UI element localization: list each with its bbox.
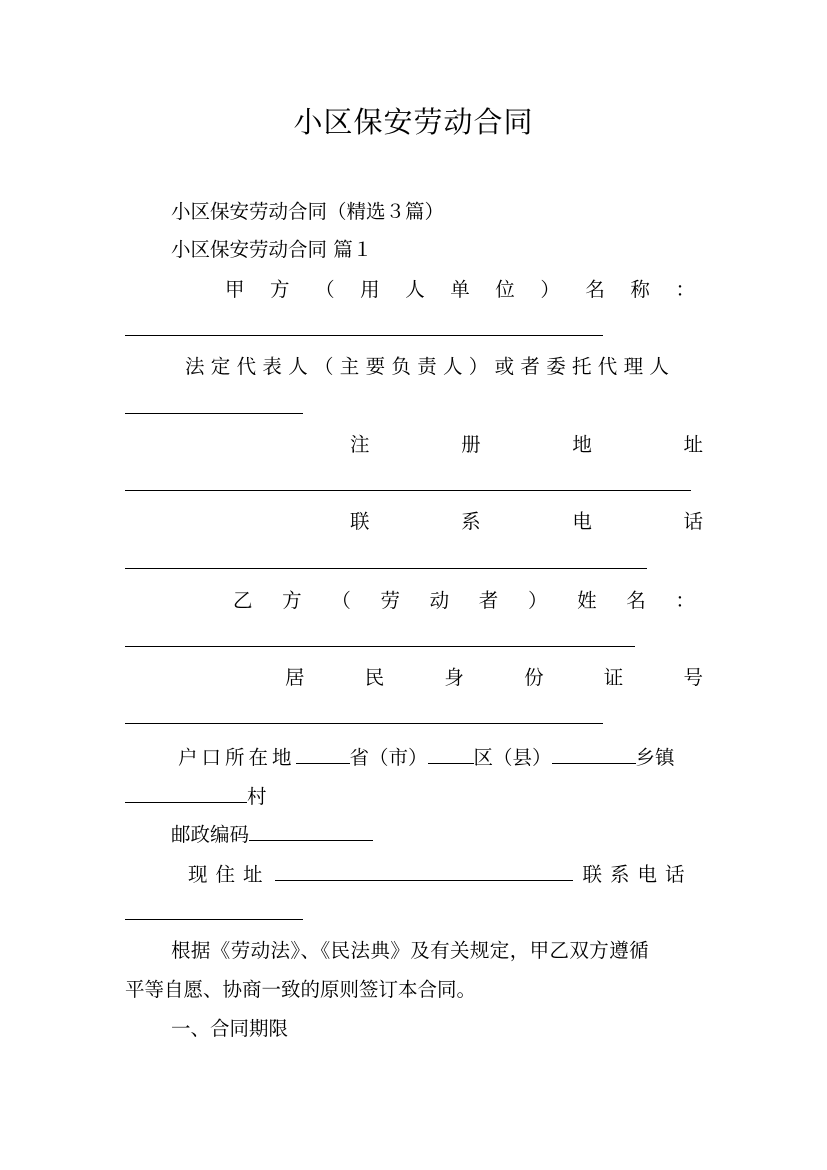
party-a-name-label-char: 人	[405, 278, 425, 301]
province-blank	[296, 743, 350, 764]
reg-address-label-char: 注	[350, 433, 370, 456]
province-label: 省（市）	[349, 746, 428, 769]
subtitle: 小区保安劳动合同（精选３篇）	[171, 200, 445, 223]
party-b-name-label-char: 者	[478, 589, 499, 612]
party-b-name-label-char: 姓	[577, 589, 597, 612]
reg-address-label-char: 地	[572, 433, 592, 456]
party-a-name-label-char: 方	[270, 278, 290, 301]
party-a-phone-label-char: 联	[350, 510, 370, 533]
part-heading: 小区保安劳动合同 篇１	[171, 238, 373, 261]
id-number-label-char: 身	[444, 666, 464, 689]
village-line	[125, 782, 703, 810]
hukou-prefix: 户口所在地	[178, 746, 296, 769]
current-address-blank	[275, 860, 573, 881]
party-a-name-label-char: 位	[495, 278, 515, 301]
township-label: 乡镇	[635, 746, 675, 769]
id-number-label-char: 居	[285, 666, 305, 689]
party-b-name-label-char: （	[331, 589, 351, 612]
legal-rep-blank	[125, 413, 303, 414]
legal-rep-label	[185, 354, 703, 380]
id-number-label-char: 民	[364, 666, 385, 689]
id-number-blank	[125, 723, 603, 724]
reg-address-blank	[125, 490, 691, 491]
current-phone-blank	[125, 919, 303, 920]
party-a-name-label	[225, 277, 695, 303]
party-b-name-label-char: 名	[626, 589, 646, 612]
party-a-phone-blank	[125, 568, 647, 569]
party-a-name-label-char: 甲	[225, 278, 245, 301]
party-a-name-label-char: ）	[540, 278, 560, 301]
party-a-phone-label-char: 系	[461, 510, 481, 533]
party-b-name-blank	[125, 646, 635, 647]
postcode-blank	[249, 820, 373, 841]
party-a-phone-label	[350, 509, 703, 535]
reg-address-label-char: 址	[683, 433, 703, 456]
id-number-label	[285, 665, 703, 691]
current-phone-label: 联系电话	[582, 863, 693, 886]
party-a-name-label-char: ：	[675, 278, 695, 301]
legal-rep-text: 法定代表人（主要负责人）或者委托代理人	[185, 355, 676, 378]
party-b-name-label	[233, 588, 695, 614]
party-a-name-label-char: （	[315, 278, 335, 301]
id-number-label-char: 号	[683, 666, 703, 689]
current-address-line	[188, 860, 703, 888]
document-title: 小区保安劳动合同	[293, 105, 534, 139]
basis-text-line-2: 平等自愿、协商一致的原则签订本合同。	[125, 978, 477, 1001]
id-number-label-char: 份	[524, 666, 544, 689]
postcode-line	[171, 820, 703, 848]
reg-address-label-char: 册	[461, 433, 481, 456]
village-blank	[125, 782, 247, 803]
party-b-name-label-char: 动	[429, 589, 450, 612]
party-a-name-blank	[125, 335, 603, 336]
hukou-line	[178, 743, 703, 771]
party-a-name-label-char: 用	[360, 278, 380, 301]
district-label: 区（县）	[473, 746, 552, 769]
basis-text-line-1: 根据《劳动法》、《民法典》及有关规定，甲乙双方遵循	[171, 939, 650, 962]
party-b-name-label-char: 劳	[380, 589, 400, 612]
party-a-phone-label-char: 电	[572, 510, 592, 533]
postcode-label: 邮政编码	[171, 823, 250, 846]
party-b-name-label-char: ：	[675, 589, 695, 612]
party-a-name-label-char: 称	[630, 278, 650, 301]
party-a-phone-label-char: 话	[683, 510, 703, 533]
current-address-label: 现住址	[188, 863, 271, 886]
party-b-name-label-char: ）	[527, 589, 548, 612]
id-number-label-char: 证	[603, 666, 624, 689]
party-a-name-label-char: 名	[585, 278, 605, 301]
reg-address-label	[350, 432, 703, 458]
party-b-name-label-char: 乙	[233, 589, 253, 612]
party-b-name-label-char: 方	[282, 589, 302, 612]
township-blank	[552, 743, 636, 764]
party-a-name-label-char: 单	[450, 278, 470, 301]
village-label: 村	[247, 785, 267, 808]
section-heading: 一、合同期限	[171, 1017, 289, 1040]
district-blank	[428, 743, 474, 764]
